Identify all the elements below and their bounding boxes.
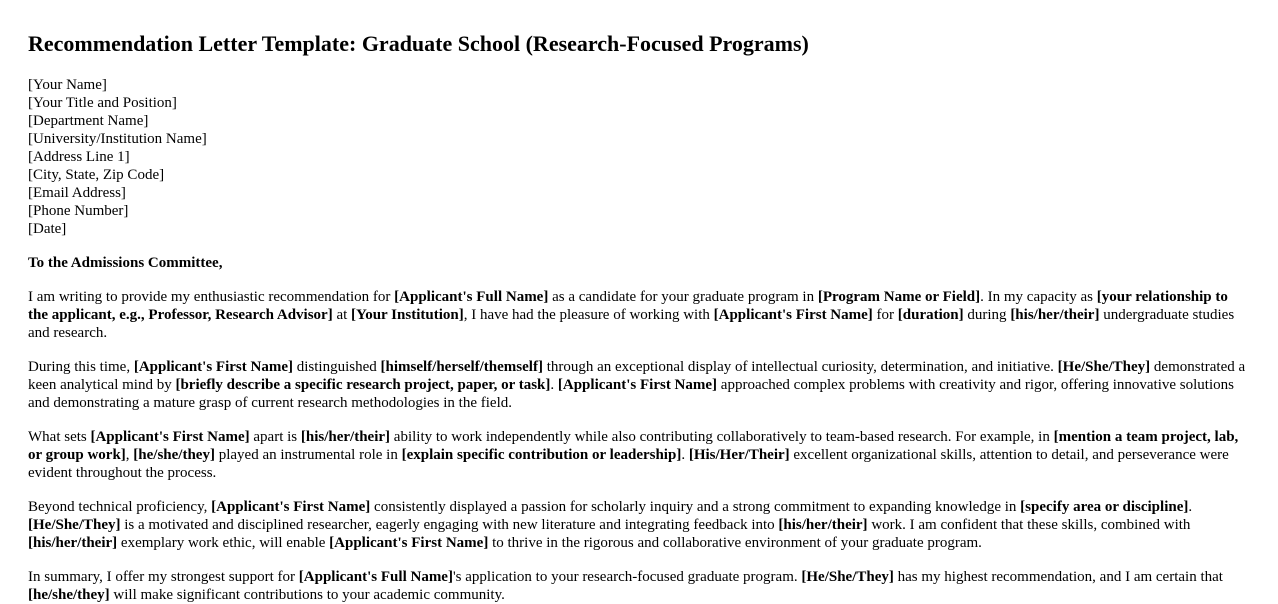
- placeholder-field: [Applicant's First Name]: [133, 359, 293, 375]
- text-segment: approached complex problems with creativity and rigor, offering innovative solutions and demonstrating a mature grasp of current research methodologies in the field.: [28, 377, 1234, 411]
- text-segment: I am writing to provide my enthusiastic recommendation for: [28, 289, 395, 305]
- placeholder-field: [he/she/they]: [133, 447, 215, 463]
- text-segment: has my highest recommendation, and I am certain that: [893, 569, 1223, 585]
- body-paragraph: [28, 428, 1250, 482]
- text-segment: is a motivated and disciplined researcher, eagerly engaging with new literature and integrating feedback into: [120, 517, 779, 533]
- placeholder-field: [Applicant's First Name]: [90, 429, 250, 445]
- text-segment: Beyond technical proficiency,: [28, 499, 212, 515]
- text-segment: exemplary work ethic, will enable: [117, 535, 330, 551]
- body-paragraph: [28, 358, 1250, 412]
- placeholder-field: [explain specific contribution or leadership]: [401, 447, 682, 463]
- placeholder-field: [specify area or discipline]: [1020, 499, 1189, 515]
- text-segment: .: [550, 377, 558, 393]
- text-segment: .: [1188, 499, 1193, 515]
- placeholder-field: [his/her/their]: [300, 429, 391, 445]
- text-segment: 's application to your research-focused graduate program.: [452, 569, 802, 585]
- sender-address-line: [Address Line 1]: [28, 149, 130, 165]
- placeholder-field: [He/She/They]: [28, 517, 121, 533]
- sender-institution: [University/Institution Name]: [28, 131, 207, 147]
- placeholder-field: [his/her/their]: [28, 535, 118, 551]
- placeholder-field: [Applicant's First Name]: [557, 377, 718, 393]
- text-segment: What sets: [28, 429, 91, 445]
- sender-title: [Your Title and Position]: [28, 95, 177, 111]
- placeholder-field: [he/she/they]: [28, 587, 110, 603]
- placeholder-field: [Applicant's Full Name]: [298, 569, 453, 585]
- text-segment: will make significant contributions to your academic community.: [109, 587, 505, 603]
- placeholder-field: [He/She/They]: [801, 569, 894, 585]
- text-segment: through an exceptional display of intellectual curiosity, determination, and initiative.: [542, 359, 1058, 375]
- text-segment: demonstrated a keen analytical mind by: [28, 359, 1246, 393]
- placeholder-field: [Program Name or Field]: [817, 289, 981, 305]
- placeholder-field: [Your Institution]: [351, 307, 464, 323]
- body-paragraph: [28, 288, 1250, 342]
- sender-date: [Date]: [28, 221, 67, 237]
- text-segment: apart is: [249, 429, 301, 445]
- placeholder-field: [himself/herself/themself]: [380, 359, 543, 375]
- text-segment: as a candidate for your graduate program in: [548, 289, 818, 305]
- text-segment: distinguished: [292, 359, 381, 375]
- text-segment: to thrive in the rigorous and collaborative environment of your graduate program.: [488, 535, 982, 551]
- sender-city-state-zip: [City, State, Zip Code]: [28, 167, 165, 183]
- sender-department: [Department Name]: [28, 113, 149, 129]
- text-segment: undergraduate studies and research.: [28, 307, 1235, 341]
- sender-address-block: [28, 76, 1250, 238]
- placeholder-field: [He/She/They]: [1057, 359, 1151, 375]
- text-segment: during: [963, 307, 1011, 323]
- text-segment: consistently displayed a passion for scholarly inquiry and a strong commitment to expanding knowledge in: [370, 499, 1021, 515]
- placeholder-field: [Applicant's Full Name]: [394, 289, 549, 305]
- placeholder-field: [Applicant's First Name]: [211, 499, 371, 515]
- text-segment: ability to work independently while also contributing collaboratively to team-based research. For example, in: [390, 429, 1054, 445]
- text-segment: for: [872, 307, 898, 323]
- sender-name: [Your Name]: [28, 77, 107, 93]
- text-segment: .: [681, 447, 689, 463]
- placeholder-field: [briefly describe a specific research project, paper, or task]: [175, 377, 551, 393]
- placeholder-field: [his/her/their]: [1010, 307, 1100, 323]
- text-segment: excellent organizational skills, attention to detail, and perseverance were evident throughout the process.: [28, 447, 1229, 481]
- sender-email: [Email Address]: [28, 185, 126, 201]
- body-paragraph: [28, 498, 1250, 552]
- body-paragraph: [28, 568, 1250, 604]
- placeholder-field: [his/her/their]: [778, 517, 868, 533]
- text-segment: played an instrumental role in: [214, 447, 402, 463]
- text-segment: During this time,: [28, 359, 134, 375]
- placeholder-field: [your relationship to the applicant, e.g., Professor, Research Advisor]: [28, 289, 1228, 323]
- placeholder-field: [duration]: [897, 307, 964, 323]
- text-segment: work. I am confident that these skills, combined with: [867, 517, 1191, 533]
- text-segment: ,: [125, 447, 134, 463]
- placeholder-field: [mention a team project, lab, or group work]: [28, 429, 1239, 463]
- text-segment: In summary, I offer my strongest support for: [28, 569, 299, 585]
- text-segment: at: [332, 307, 352, 323]
- text-segment: , I have had the pleasure of working with: [463, 307, 714, 323]
- salutation: To the Admissions Committee,: [28, 255, 223, 271]
- page-title: Recommendation Letter Template: Graduate School (Research-Focused Programs): [28, 31, 809, 56]
- placeholder-field: [Applicant's First Name]: [329, 535, 489, 551]
- sender-phone: [Phone Number]: [28, 203, 129, 219]
- text-segment: . In my capacity as: [980, 289, 1097, 305]
- placeholder-field: [His/Her/Their]: [688, 447, 790, 463]
- placeholder-field: [Applicant's First Name]: [713, 307, 873, 323]
